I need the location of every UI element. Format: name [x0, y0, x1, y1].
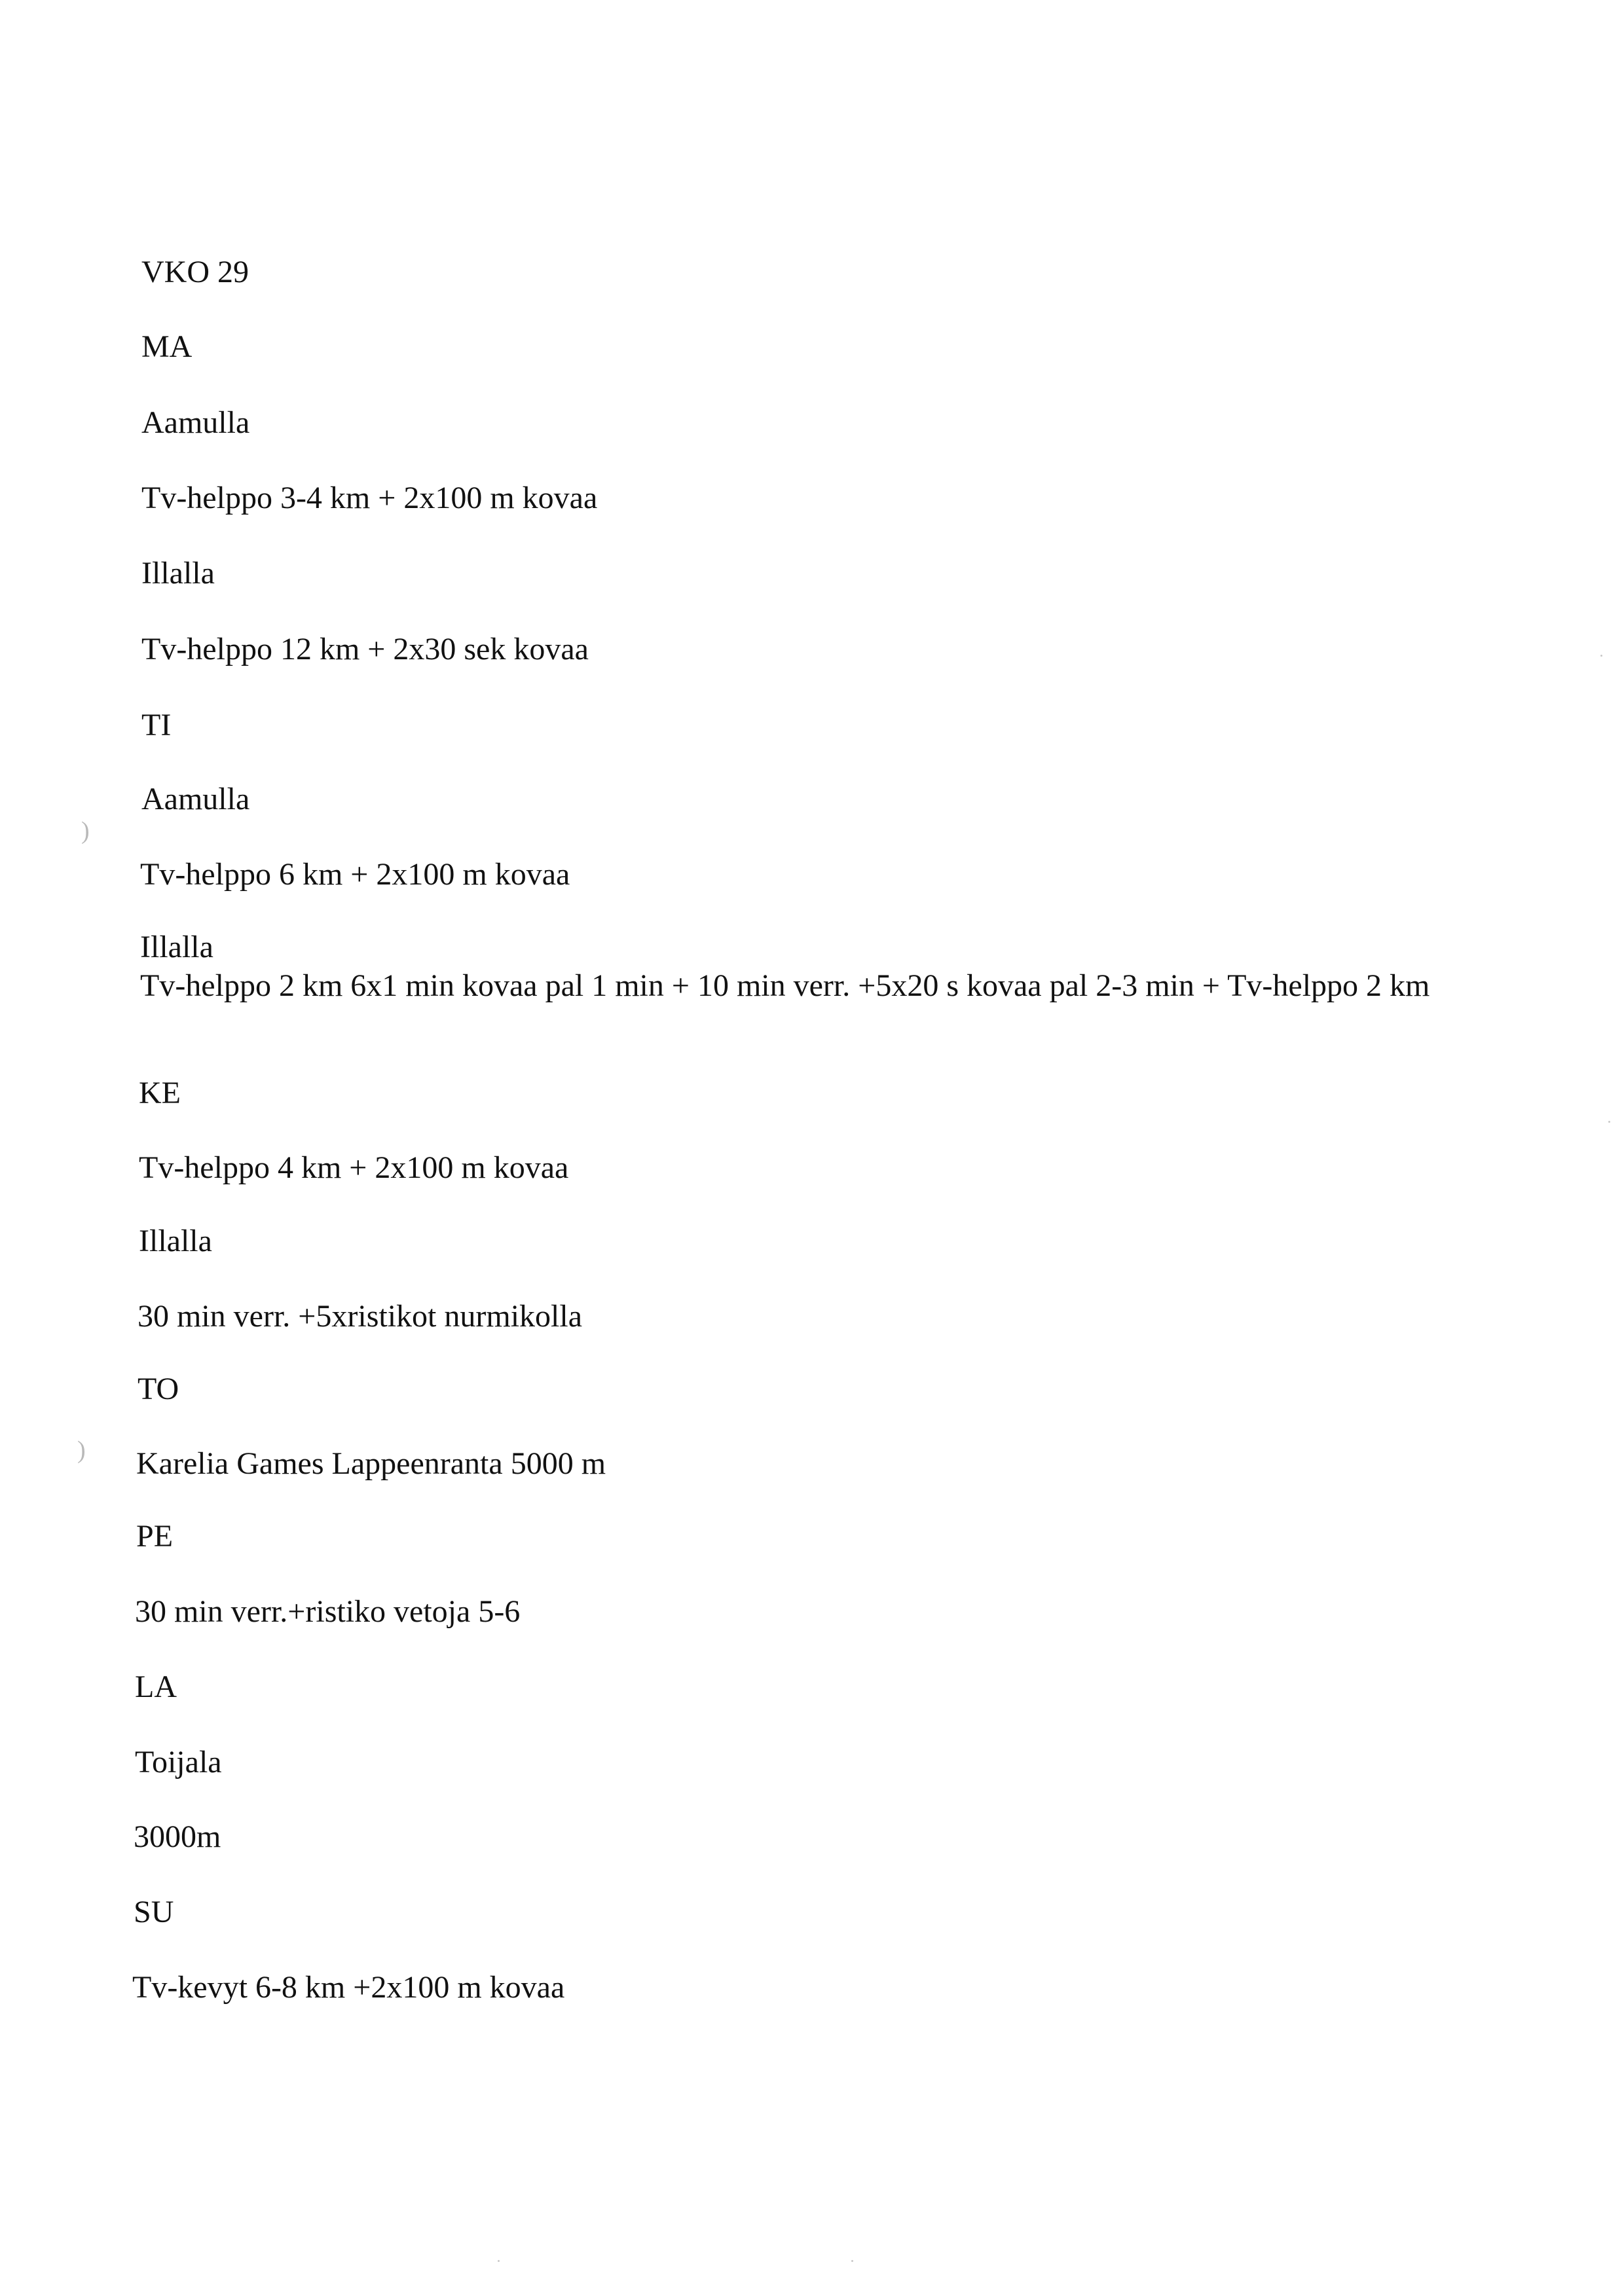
time-of-day-label: Illalla	[140, 930, 213, 964]
scan-artifact	[1608, 1121, 1610, 1123]
day-label-wednesday: KE	[139, 1076, 181, 1110]
training-entry: Tv-helppo 12 km + 2x30 sek kovaa	[141, 632, 589, 666]
day-label-sunday: SU	[134, 1895, 174, 1929]
scan-artifact: )	[81, 817, 90, 845]
day-label-monday: MA	[141, 329, 193, 364]
week-heading: VKO 29	[141, 255, 249, 289]
training-entry: Tv-helppo 2 km 6x1 min kovaa pal 1 min + 10 min verr. +5x20 s kovaa pal 2-3 min + Tv-helppo 2 km	[140, 968, 1430, 1003]
scan-artifact	[851, 2260, 853, 2262]
race-distance: 3000m	[134, 1819, 221, 1854]
training-entry: Tv-helppo 4 km + 2x100 m kovaa	[139, 1150, 569, 1185]
time-of-day-label: Illalla	[141, 556, 215, 591]
day-label-saturday: LA	[135, 1669, 177, 1704]
scan-artifact: )	[77, 1436, 86, 1464]
training-entry: Tv-helppo 3-4 km + 2x100 m kovaa	[141, 481, 598, 515]
training-entry: 30 min verr.+ristiko vetoja 5-6	[135, 1594, 521, 1629]
training-entry: 30 min verr. +5xristikot nurmikolla	[138, 1299, 583, 1334]
time-of-day-label: Aamulla	[141, 405, 250, 440]
scan-artifact	[498, 2260, 500, 2262]
race-location: Toijala	[135, 1745, 222, 1779]
training-entry: Tv-helppo 6 km + 2x100 m kovaa	[140, 857, 570, 892]
scan-artifact	[1600, 655, 1602, 657]
training-entry: Tv-kevyt 6-8 km +2x100 m kovaa	[132, 1970, 565, 2005]
day-label-tuesday: TI	[141, 708, 172, 742]
day-label-friday: PE	[136, 1519, 174, 1554]
day-label-thursday: TO	[138, 1372, 179, 1406]
race-entry: Karelia Games Lappeenranta 5000 m	[136, 1446, 606, 1481]
time-of-day-label: Aamulla	[141, 782, 250, 816]
time-of-day-label: Illalla	[139, 1224, 212, 1258]
